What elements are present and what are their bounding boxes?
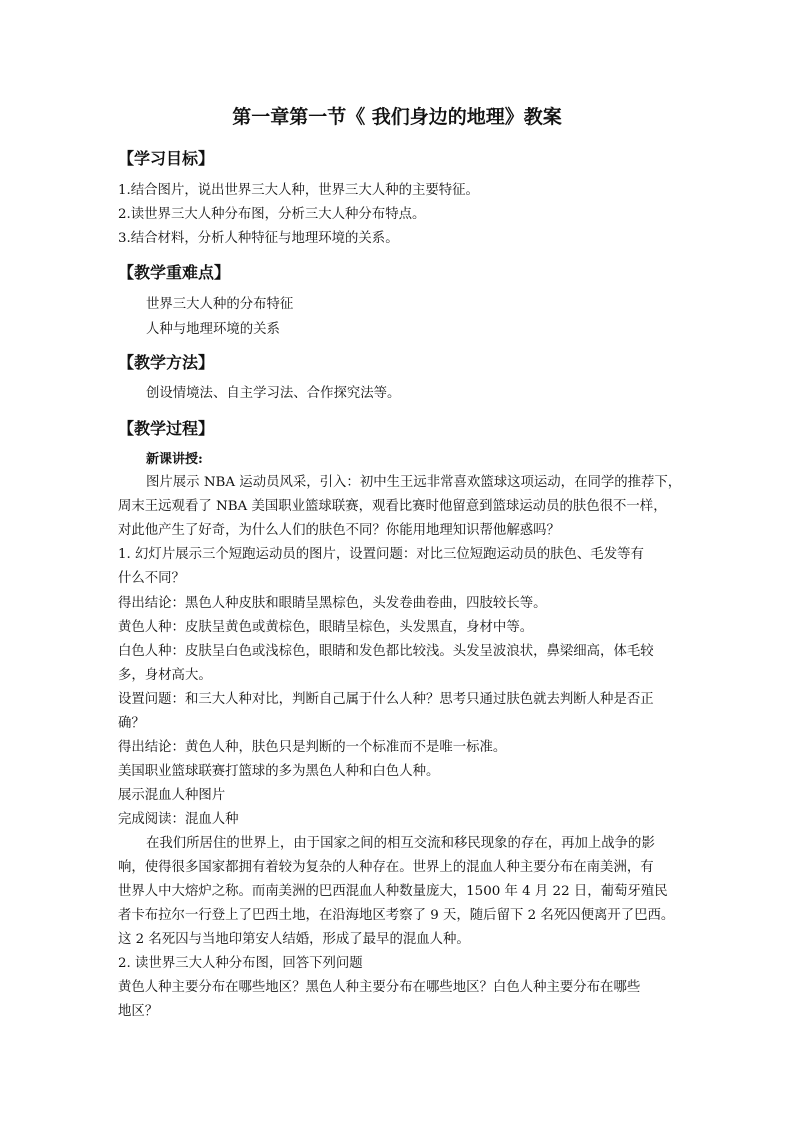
process-line: 图片展示 NBA 运动员风采，引入：初中生王远非常喜欢篮球这项运动，在同学的推荐下，	[146, 475, 682, 490]
process-subheading: 新课讲授:	[146, 452, 203, 467]
process-line: 地区？	[118, 1004, 159, 1019]
process-line: 得出结论：黄色人种，肤色只是判断的一个标准而不是唯一标准。	[118, 740, 507, 755]
process-line: 响，使得很多国家都拥有着较为复杂的人种存在。世界上的混血人种主要分布在南美洲，有	[118, 860, 654, 875]
objective-item-2: 2.读世界三大人种分布图，分析三大人种分布特点。	[118, 207, 426, 222]
process-line: 黄色人种主要分布在哪些地区？黑色人种主要分布在哪些地区？白色人种主要分布在哪些	[118, 980, 641, 995]
process-heading: 【教学过程】	[118, 419, 215, 438]
methods-text: 创设情境法、自主学习法、合作探究法等。	[146, 386, 401, 401]
document-title: 第一章第一节《 我们身边的地理》教案	[232, 106, 562, 128]
process-line: 展示混血人种图片	[118, 788, 226, 803]
process-line: 周末王远观看了 NBA 美国职业篮球联赛，观看比赛时他留意到篮球运动员的肤色很不一样，	[118, 499, 667, 514]
key-points-heading: 【教学重难点】	[118, 263, 231, 282]
process-line: 确？	[118, 716, 145, 731]
objective-item-1: 1.结合图片，说出世界三大人种，世界三大人种的主要特征。	[118, 183, 479, 198]
process-line: 黄色人种：皮肤呈黄色或黄棕色，眼睛呈棕色，头发黑直，身材中等。	[118, 620, 534, 635]
process-line: 这 2 名死囚与当地印第安人结婚，形成了最早的混血人种。	[118, 932, 470, 947]
process-line: 对此他产生了好奇，为什么人们的肤色不同？你能用地理知识帮他解惑吗？	[118, 523, 560, 538]
process-line: 什么不同？	[118, 571, 185, 586]
process-line: 1. 幻灯片展示三个短跑运动员的图片，设置问题：对比三位短跑运动员的肤色、毛发等有	[118, 547, 644, 562]
key-point-item-1: 世界三大人种的分布特征	[146, 297, 294, 312]
process-line: 设置问题：和三大人种对比，判断自己属于什么人种？思考只通过肤色就去判断人种是否正	[118, 692, 654, 707]
objectives-heading: 【学习目标】	[118, 149, 215, 168]
process-line: 世界人中大熔炉之称。而南美洲的巴西混血人种数量庞大，1500 年 4 月 22 日，葡萄牙殖民	[118, 884, 668, 899]
process-line: 白色人种：皮肤呈白色或浅棕色，眼睛和发色都比较浅。头发呈波浪状，鼻梁细高，体毛较	[118, 644, 654, 659]
process-line: 完成阅读：混血人种	[118, 812, 239, 827]
methods-heading: 【教学方法】	[118, 353, 215, 372]
key-point-item-2: 人种与地理环境的关系	[146, 322, 280, 337]
process-line: 美国职业篮球联赛打篮球的多为黑色人种和白色人种。	[118, 764, 440, 779]
objective-item-3: 3.结合材料，分析人种特征与地理环境的关系。	[118, 231, 399, 246]
process-line: 2. 读世界三大人种分布图，回答下列问题	[118, 956, 363, 971]
process-line: 在我们所居住的世界上，由于国家之间的相互交流和移民现象的存在，再加上战争的影	[146, 836, 655, 851]
process-line: 得出结论：黑色人种皮肤和眼睛呈黑棕色，头发卷曲卷曲，四肢较长等。	[118, 596, 547, 611]
process-line: 多，身材高大。	[118, 668, 212, 683]
process-line: 者卡布拉尔一行登上了巴西土地，在沿海地区考察了 9 天，随后留下 2 名死囚便离开了巴西。	[118, 908, 675, 923]
